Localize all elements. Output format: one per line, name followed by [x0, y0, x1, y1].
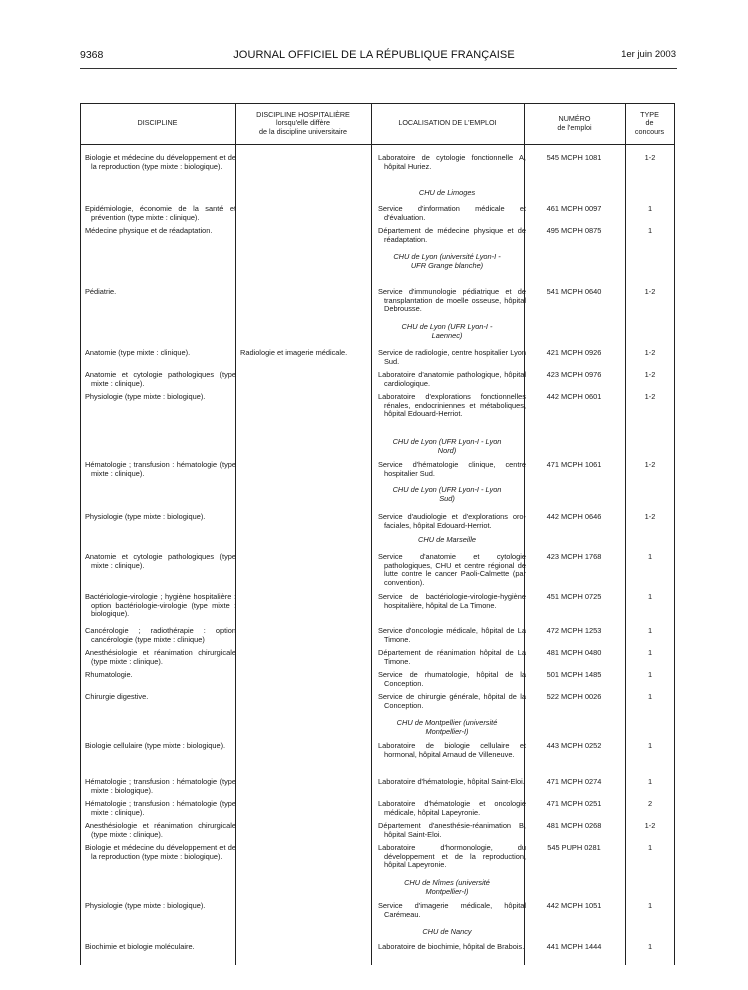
type-cell: 1-2	[644, 460, 656, 469]
numero-cell: 495 MCPH 0875	[546, 226, 602, 235]
header-label: DISCIPLINE HOSPITALIÈRE	[256, 110, 350, 120]
column-header-numero	[524, 103, 625, 144]
discipline-cell: Rhumatologie.	[85, 670, 133, 679]
discipline-cell: Hématologie ; transfusion : hématologie (type mixte : biologique).	[85, 777, 236, 795]
numero-cell: 443 MCPH 0252	[546, 741, 602, 750]
localisation-cell: Service d'audiologie et d'explorations oro-faciales, hôpital Edouard-Herriot.	[378, 512, 526, 530]
header-label: DISCIPLINE	[137, 118, 178, 128]
discipline-cell: Physiologie (type mixte : biologique).	[85, 512, 206, 521]
type-cell: 1-2	[644, 392, 656, 401]
header-label: concours	[634, 126, 665, 136]
col-border-left	[80, 103, 81, 965]
numero-cell: 442 MCPH 1051	[546, 901, 602, 910]
type-cell: 1	[647, 692, 653, 701]
col-border-2	[371, 103, 372, 965]
section-heading: CHU de Nancy	[422, 927, 472, 936]
discipline-cell: Epidémiologie, économie de la santé et prévention (type mixte : clinique).	[85, 204, 236, 222]
discipline-cell: Biologie et médecine du développement et de la reproduction (type mixte : biologique).	[85, 153, 236, 171]
positions-table	[80, 103, 675, 965]
section-heading: CHU de Nîmes (université Montpellier-I)	[404, 878, 490, 896]
type-cell: 1-2	[644, 512, 656, 521]
localisation-cell: Laboratoire d'hématologie, hôpital Saint-Eloi.	[378, 777, 525, 786]
type-cell: 1	[647, 777, 653, 786]
section-heading: CHU de Lyon (UFR Lyon-I - Laennec)	[401, 322, 493, 340]
header-label: de l'emploi	[557, 122, 592, 132]
column-header-discipline	[80, 103, 235, 144]
type-cell: 1	[647, 648, 653, 657]
page-number: 9368	[80, 49, 104, 61]
type-cell: 1	[647, 592, 653, 601]
localisation-cell: Service d'anatomie et cytologie pathologiques, CHU et centre régional de lutte contre le cancer Paoli-Calmette (par convention).	[378, 552, 526, 587]
numero-cell: 471 MCPH 0251	[546, 799, 602, 808]
type-cell: 1	[647, 204, 653, 213]
discipline-cell: Biologie et médecine du développement et de la reproduction (type mixte : biologique).	[85, 843, 236, 861]
localisation-cell: Service d'hématologie clinique, centre hospitalier Sud.	[378, 460, 526, 478]
publication-date: 1er juin 2003	[621, 49, 676, 60]
localisation-cell: Service d'information médicale et d'évaluation.	[378, 204, 526, 222]
localisation-cell: Laboratoire d'anatomie pathologique, hôpital cardiologique.	[378, 370, 526, 388]
section-heading: CHU de Limoges	[418, 188, 476, 197]
header-bottom-border	[80, 144, 675, 145]
numero-cell: 471 MCPH 1061	[546, 460, 602, 469]
numero-cell: 442 MCPH 0646	[546, 512, 602, 521]
numero-cell: 545 MCPH 1081	[546, 153, 602, 162]
header-label: TYPE	[640, 110, 659, 120]
discipline-cell: Bactériologie-virologie ; hygiène hospitalière : option bactériologie-virologie (type mixte : biologique).	[85, 592, 236, 619]
journal-title: JOURNAL OFFICIEL DE LA RÉPUBLIQUE FRANÇAISE	[233, 49, 515, 61]
discipline-cell: Médecine physique et de réadaptation.	[85, 226, 213, 235]
numero-cell: 471 MCPH 0274	[546, 777, 602, 786]
localisation-cell: Laboratoire d'hormonologie, du développement et de la reproduction, hôpital Lapeyronie.	[378, 843, 526, 870]
header-label: LOCALISATION DE L'EMPLOI	[398, 118, 497, 128]
localisation-cell: Département de médecine physique et de réadaptation.	[378, 226, 526, 244]
type-cell: 1-2	[644, 287, 656, 296]
numero-cell: 522 MCPH 0026	[546, 692, 602, 701]
localisation-cell: Service d'imagerie médicale, hôpital Carémeau.	[378, 901, 526, 919]
discipline-cell: Cancérologie ; radiothérapie : option cancérologie (type mixte : clinique)	[85, 626, 236, 644]
discipline-cell: Biochimie et biologie moléculaire.	[85, 942, 195, 951]
localisation-cell: Laboratoire de biochimie, hôpital de Brabois.	[378, 942, 525, 951]
type-cell: 1	[647, 226, 653, 235]
discipline-cell: Physiologie (type mixte : biologique).	[85, 392, 206, 401]
localisation-cell: Laboratoire d'hématologie et oncologie médicale, hôpital Lapeyronie.	[378, 799, 526, 817]
type-cell: 1	[647, 901, 653, 910]
header-rule	[80, 68, 677, 69]
type-cell: 1	[647, 741, 653, 750]
type-cell: 1	[647, 843, 653, 852]
section-heading: CHU de Marseille	[418, 535, 476, 544]
section-heading: CHU de Lyon (université Lyon-I - UFR Grange blanche)	[393, 252, 501, 270]
discipline-cell: Hématologie ; transfusion : hématologie (type mixte : clinique).	[85, 799, 236, 817]
numero-cell: 423 MCPH 1768	[546, 552, 602, 561]
column-header-type	[625, 103, 674, 144]
numero-cell: 421 MCPH 0926	[546, 348, 602, 357]
localisation-cell: Service de radiologie, centre hospitalier Lyon Sud.	[378, 348, 526, 366]
localisation-cell: Service de rhumatologie, hôpital de la Conception.	[378, 670, 526, 688]
localisation-cell: Laboratoire d'explorations fonctionnelles rénales, endocriniennes et métaboliques, hôpital Edouard-Herriot.	[378, 392, 526, 419]
column-header-hospitaliere	[235, 103, 371, 144]
discipline-cell: Anatomie et cytologie pathologiques (type mixte : clinique).	[85, 552, 236, 570]
numero-cell: 441 MCPH 1444	[546, 942, 602, 951]
header-label: lorsqu'elle diffère	[276, 118, 330, 128]
header-label: de	[645, 118, 654, 128]
localisation-cell: Laboratoire de biologie cellulaire et hormonal, hôpital Arnaud de Villeneuve.	[378, 741, 526, 759]
discipline-cell: Anesthésiologie et réanimation chirurgicale (type mixte : clinique).	[85, 821, 236, 839]
localisation-cell: Service d'oncologie médicale, hôpital de La Timone.	[378, 626, 526, 644]
localisation-cell: Service de chirurgie générale, hôpital de la Conception.	[378, 692, 526, 710]
numero-cell: 541 MCPH 0640	[546, 287, 602, 296]
type-cell: 1-2	[644, 821, 656, 830]
discipline-cell: Hématologie ; transfusion : hématologie (type mixte : clinique).	[85, 460, 236, 478]
type-cell: 1	[647, 552, 653, 561]
type-cell: 1	[647, 670, 653, 679]
numero-cell: 481 MCPH 0480	[546, 648, 602, 657]
header-label: de la discipline universitaire	[259, 126, 347, 136]
type-cell: 1-2	[644, 348, 656, 357]
localisation-cell: Service d'immunologie pédiatrique et de transplantation de moelle osseuse, hôpital Debrousse.	[378, 287, 526, 314]
type-cell: 1	[647, 626, 653, 635]
discipline-cell: Biologie cellulaire (type mixte : biologique).	[85, 741, 226, 750]
localisation-cell: Service de bactériologie-virologie-hygiène hospitalière, hôpital de La Timone.	[378, 592, 526, 610]
discipline-cell: Anatomie et cytologie pathologiques (type mixte : clinique).	[85, 370, 236, 388]
type-cell: 2	[647, 799, 653, 808]
discipline-cell: Anatomie (type mixte : clinique).	[85, 348, 191, 357]
section-heading: CHU de Lyon (UFR Lyon-I - Lyon Nord)	[392, 437, 502, 455]
numero-cell: 481 MCPH 0268	[546, 821, 602, 830]
localisation-cell: Département d'anesthésie-réanimation B, hôpital Saint-Eloi.	[378, 821, 526, 839]
hospitaliere-cell: Radiologie et imagerie médicale.	[240, 348, 348, 357]
numero-cell: 501 MCPH 1485	[546, 670, 602, 679]
discipline-cell: Pédiatrie.	[85, 287, 117, 296]
localisation-cell: Département de réanimation hôpital de La Timone.	[378, 648, 526, 666]
numero-cell: 545 PUPH 0281	[547, 843, 601, 852]
column-header-localisation	[371, 103, 524, 144]
header-label: NUMÉRO	[558, 114, 591, 124]
numero-cell: 472 MCPH 1253	[546, 626, 602, 635]
discipline-cell: Chirurgie digestive.	[85, 692, 149, 701]
discipline-cell: Physiologie (type mixte : biologique).	[85, 901, 206, 910]
localisation-cell: Laboratoire de cytologie fonctionnelle A, hôpital Huriez.	[378, 153, 526, 171]
numero-cell: 442 MCPH 0601	[546, 392, 602, 401]
discipline-cell: Anesthésiologie et réanimation chirurgicale (type mixte : clinique).	[85, 648, 236, 666]
numero-cell: 423 MCPH 0976	[546, 370, 602, 379]
type-cell: 1	[647, 942, 653, 951]
numero-cell: 461 MCPH 0097	[546, 204, 602, 213]
type-cell: 1-2	[644, 370, 656, 379]
section-heading: CHU de Montpellier (université Montpellier-I)	[396, 718, 498, 736]
numero-cell: 451 MCPH 0725	[546, 592, 602, 601]
type-cell: 1-2	[644, 153, 656, 162]
section-heading: CHU de Lyon (UFR Lyon-I - Lyon Sud)	[392, 485, 502, 503]
